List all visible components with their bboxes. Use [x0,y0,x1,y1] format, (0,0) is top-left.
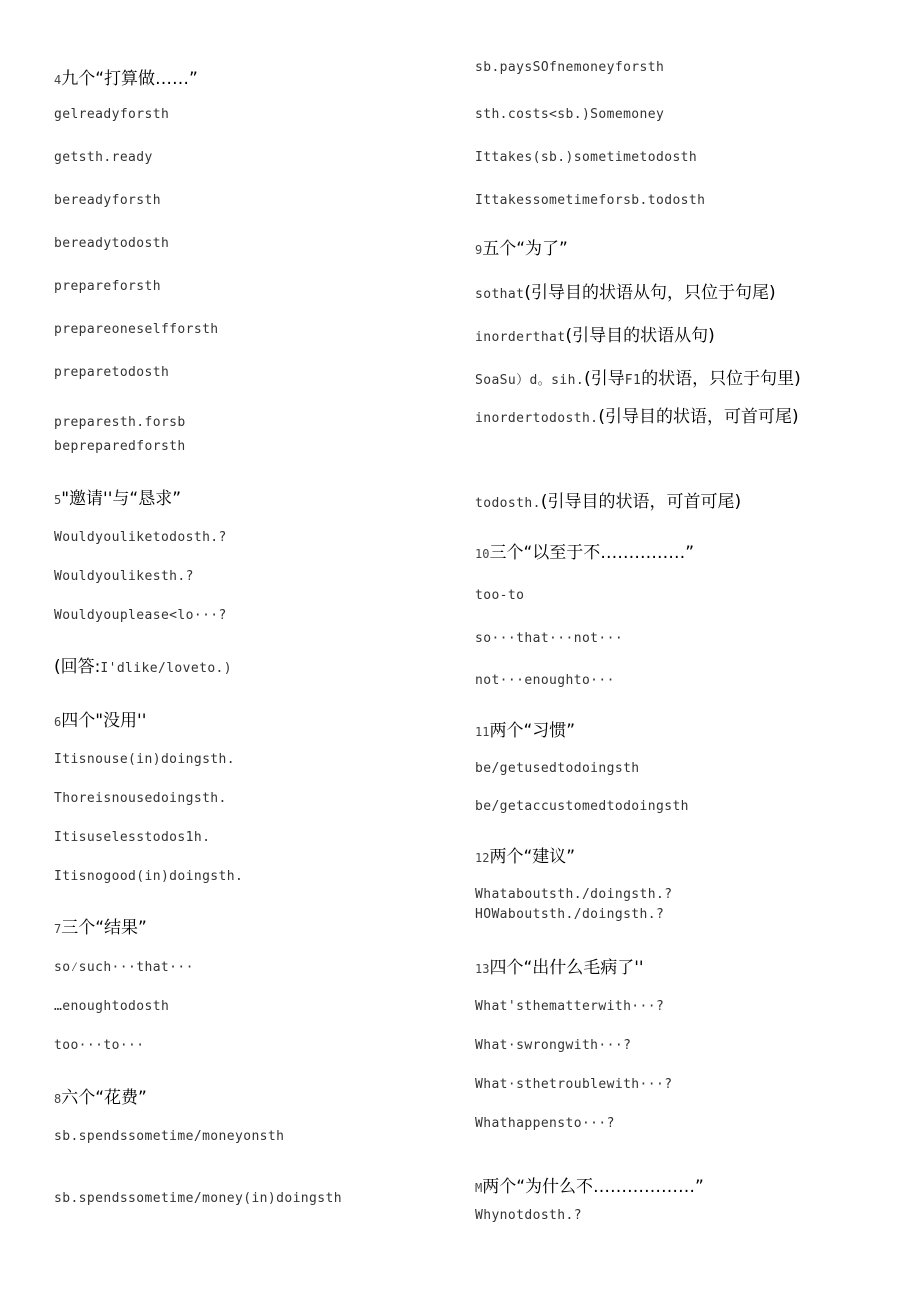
phrase: Thoreisnousedoingsth. [54,791,227,806]
section-heading: M两个“为什么不………………” [475,1177,704,1197]
phrase: …enoughtodosth [54,999,170,1014]
phrase: so···that···not··· [475,631,624,646]
phrase: Wouldyouliketodosth.? [54,530,227,545]
phrase: so⁄such···that··· [54,960,194,975]
section-heading: 7三个“结果” [54,918,147,938]
phrase: preparetodosth [54,365,170,380]
phrase-with-note: todosth.(引导目的状语，可首可尾) [475,492,742,512]
phrase: Wouldyoulikesth.? [54,569,194,584]
phrase: Itisnogood(in)doingsth. [54,869,244,884]
phrase: be/getaccustomedtodoingsth [475,799,689,814]
phrase-with-note: sothat(引导目的状语从句，只位于句尾) [475,283,776,303]
phrase: bepreparedforsth [54,439,186,454]
phrase: prepareoneselfforsth [54,322,219,337]
answer-note: (回答:I'dlike/loveto.) [54,657,233,677]
section-heading: 11两个“习惯” [475,721,576,741]
section-heading: 5"邀请''与“恳求” [54,489,182,509]
section-heading: 13四个“出什么毛病了'' [475,958,644,978]
section-heading: 8六个“花费” [54,1088,147,1108]
phrase: Whataboutsth./doingsth.? [475,887,673,902]
phrase: getsth.ready [54,150,153,165]
phrase: too-to [475,588,525,603]
phrase: Ittakessometimeforsb.todosth [475,193,706,208]
phrase: too···to··· [54,1038,145,1053]
section-heading: 10三个“以至于不……………” [475,543,695,563]
phrase: prepareforsth [54,279,161,294]
phrase: Wouldyouplease<lo···? [54,608,227,623]
phrase: What'sthematterwith···? [475,999,665,1014]
phrase: bereadyforsth [54,193,161,208]
section-heading: 9五个“为了” [475,239,568,259]
phrase: What⋅sthetroublewith···? [475,1077,673,1092]
phrase: Ittakes(sb.)sometimetodosth [475,150,698,165]
phrase: Whathappensto···? [475,1116,615,1131]
phrase: sb.spendssometime/moneyonsth [54,1129,285,1144]
phrase: preparesth.forsb [54,415,186,430]
phrase: HOWaboutsth./doingsth.? [475,907,665,922]
phrase: Itisuselesstodos1h. [54,830,211,845]
phrase: What⋅swrongwith···? [475,1038,632,1053]
phrase: Itisnouse(in)doingsth. [54,752,235,767]
section-heading: 12两个“建议” [475,847,576,867]
phrase: Whynotdosth.? [475,1208,582,1223]
phrase: bereadytodosth [54,236,170,251]
phrase-with-note: inordertodosth.(引导目的状语，可首可尾) [475,407,799,427]
phrase-with-note: SoaSu）d。sih.(引导F1的状语，只位于句里) [475,369,801,389]
phrase: sth.costs<sb.)Somemoney [475,107,665,122]
phrase-with-note: inorderthat(引导目的状语从句) [475,326,715,346]
section-heading: 4九个“打算做……” [54,69,198,89]
phrase: be/getusedtodoingsth [475,761,640,776]
section-heading: 6四个"没用'' [54,711,147,731]
phrase: sb.spendssometime/money(in)doingsth [54,1191,342,1206]
phrase: not···enoughto··· [475,673,615,688]
phrase: sb.paysSOfnemoneyforsth [475,60,665,75]
phrase: gelreadyforsth [54,107,170,122]
